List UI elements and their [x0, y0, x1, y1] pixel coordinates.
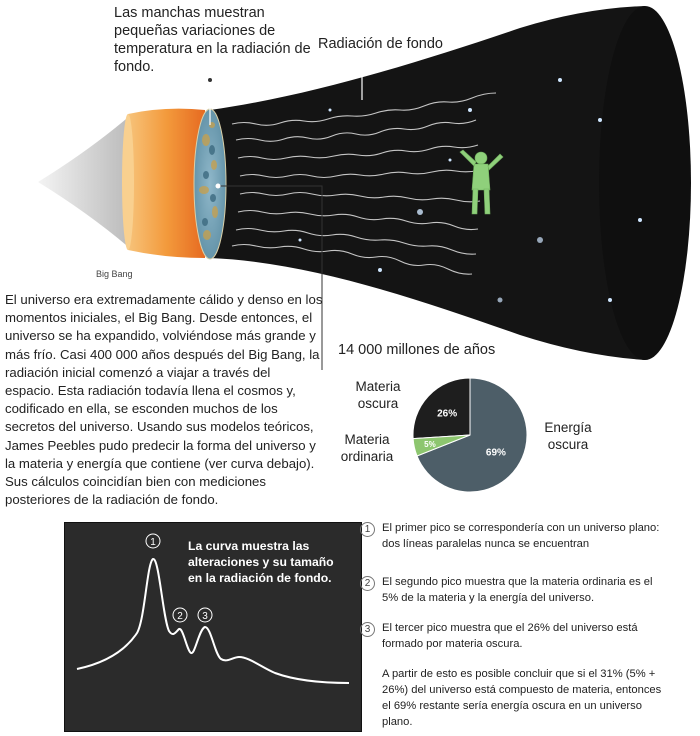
pie-label-5: 5%	[424, 439, 436, 449]
conclusion-paragraph: A partir de esto es posible concluir que si el 31% (5% + 26%) del universo está compuesto de materia, entonces el 69% restante sería energía oscura en un universo plano.	[382, 668, 662, 728]
big-bang-label: Big Bang	[96, 269, 133, 279]
peak-text-1: El primer pico se correspondería con un universo plano: dos líneas paralelas nunca se encuentran	[382, 522, 660, 550]
peak-text-2: El segundo pico muestra que la materia ordinaria es el 5% de la materia y la energía del universo.	[382, 576, 653, 604]
universe-composition-pie	[410, 375, 530, 495]
big-bang-cone	[38, 114, 132, 250]
peak-number-3: 3	[360, 622, 375, 637]
radiation-label: Radiación de fondo	[318, 36, 443, 52]
peak-number-1: 1	[360, 522, 375, 537]
years-label: 14 000 millones de años	[338, 342, 496, 358]
cmb-spots-caption: Las manchas muestran pequeñas variaciones de temperatura en la radiación de fondo.	[114, 5, 311, 75]
peak-marker-1: 1	[150, 537, 156, 548]
peak-number-2: 2	[360, 576, 375, 591]
pie-label-26: 26%	[437, 408, 458, 420]
pie-label-69: 69%	[485, 447, 506, 459]
peak-marker-2: 2	[177, 611, 183, 622]
label-dark-matter: Materia oscura	[355, 379, 401, 411]
intro-paragraph: El universo era extremadamente cálido y denso en los momentos iniciales, el Big Bang. Desde entonces, el universo se ha expandido, volviéndose más grande y más frío. Casi 400 000 años después del Big Bang, la radiación inicial comenzó a viajar a través del espacio. Esta radiación todavía llena el cosmos y, codificado en ella, se esconden muchos de los secretos del universo. Usando sus modelos teóricos, James Peebles pudo predecir la forma del universo y la materia y energía que contiene (ver curva debajo). Sus cálculos coincidían bien con mediciones posteriores de la radiación de fondo.	[5, 292, 323, 508]
hot-early-universe	[128, 109, 205, 258]
label-dark-energy: Energía oscura	[544, 420, 592, 452]
peak-text-3: El tercer pico muestra que el 26% del universo está formado por materia oscura.	[382, 622, 638, 650]
label-ordinary-matter: Materia ordinaria	[340, 432, 394, 464]
graph-caption: La curva muestra las alteraciones y su tamaño en la radiación de fondo.	[188, 539, 334, 585]
peak-marker-3: 3	[202, 611, 208, 622]
